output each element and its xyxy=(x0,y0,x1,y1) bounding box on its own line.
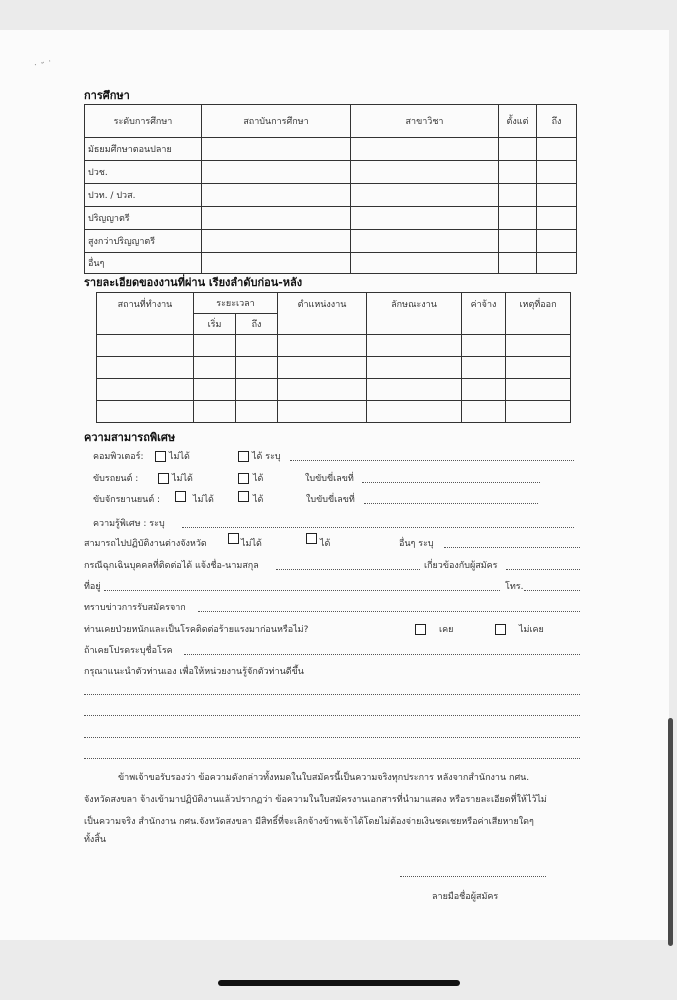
motorcycle-label: ขับจักรยานยนต์ : xyxy=(93,495,161,505)
work-cell[interactable] xyxy=(506,401,571,423)
from-cell[interactable] xyxy=(499,161,537,184)
col-level: ระดับการศึกษา xyxy=(85,105,202,138)
from-cell[interactable] xyxy=(499,138,537,161)
to-cell[interactable] xyxy=(537,230,577,253)
work-cell[interactable] xyxy=(462,401,506,423)
table-row xyxy=(97,357,571,379)
computer-specify-field[interactable] xyxy=(290,460,574,461)
motorcycle-can-label: ได้ xyxy=(253,495,264,505)
work-cell[interactable] xyxy=(367,335,462,357)
work-cell[interactable] xyxy=(236,401,278,423)
col-reason: เหตุที่ออก xyxy=(506,293,571,335)
work-cell[interactable] xyxy=(194,357,236,379)
from-cell[interactable] xyxy=(499,230,537,253)
major-cell[interactable] xyxy=(351,184,499,207)
work-cell[interactable] xyxy=(194,379,236,401)
province-cannot-label: ไม่ได้ xyxy=(241,539,262,549)
work-cell[interactable] xyxy=(278,335,367,357)
table-row xyxy=(97,379,571,401)
skills-title: ความสามารถพิเศษ xyxy=(84,431,176,444)
province-others-label: อื่นๆ ระบุ xyxy=(399,539,434,549)
illness-ever-label: เคย xyxy=(439,625,454,635)
table-row xyxy=(85,161,577,184)
driving-cannot-label: ไม่ได้ xyxy=(172,474,193,484)
emergency-label: กรณีฉุกเฉินบุคคลที่ติดต่อได้ แจ้งชื่อ-นามสกุล xyxy=(84,561,259,571)
tel-label: โทร. xyxy=(505,582,524,592)
province-can-label: ได้ xyxy=(320,539,331,549)
province-work-label: สามารถไปปฏิบัติงานต่างจังหวัด xyxy=(84,539,207,549)
news-source-field[interactable] xyxy=(198,611,580,612)
level-label: สูงกว่าปริญญาตรี xyxy=(85,230,202,253)
knowledge-field[interactable] xyxy=(182,527,574,528)
province-cannot-checkbox[interactable] xyxy=(228,533,239,544)
from-cell[interactable] xyxy=(499,184,537,207)
from-cell[interactable] xyxy=(499,207,537,230)
table-row xyxy=(97,335,571,357)
from-cell[interactable] xyxy=(499,253,537,274)
work-title: รายละเอียดของงานที่ผ่าน เรียงลำดับก่อน-หลัง xyxy=(84,276,303,289)
declaration-line-2: จังหวัดสงขลา จ้างเข้ามาปฏิบัติงานแล้วปรากฏว่า ข้อความในใบสมัครงานเอกสารที่นำมาแสดง หรือรายละเอียดที่ให้ไว้ไม่ xyxy=(84,795,547,805)
work-cell[interactable] xyxy=(236,357,278,379)
major-cell[interactable] xyxy=(351,230,499,253)
major-cell[interactable] xyxy=(351,138,499,161)
col-from: ตั้งแต่ xyxy=(499,105,537,138)
illness-never-label: ไม่เคย xyxy=(519,625,544,635)
col-institution: สถาบันการศึกษา xyxy=(202,105,351,138)
driving-label: ขับรถยนต์ : xyxy=(93,474,139,484)
computer-can-specify-label: ได้ ระบุ xyxy=(252,452,281,462)
major-cell[interactable] xyxy=(351,207,499,230)
province-can-checkbox[interactable] xyxy=(306,533,317,544)
knowledge-label: ความรู้พิเศษ : ระบุ xyxy=(93,519,165,529)
work-cell[interactable] xyxy=(278,357,367,379)
signature-label: ลายมือชื่อผู้สมัคร xyxy=(432,892,499,902)
introduce-line-1[interactable] xyxy=(84,694,580,695)
work-cell[interactable] xyxy=(194,335,236,357)
illness-never-checkbox[interactable] xyxy=(495,624,506,635)
address-label: ที่อยู่ xyxy=(84,582,101,592)
work-cell[interactable] xyxy=(236,379,278,401)
col-duration: ระยะเวลา xyxy=(194,293,278,314)
car-license-label: ใบขับขี่เลขที่ xyxy=(305,474,354,484)
address-field[interactable] xyxy=(104,590,500,591)
education-header-row xyxy=(85,105,577,138)
home-indicator[interactable] xyxy=(218,980,460,986)
declaration-line-1: ข้าพเจ้าขอรับรองว่า ข้อความดังกล่าวทั้งหมดในใบสมัครนี้เป็นความจริงทุกประการ หลังจากสำนักงาน กศน. xyxy=(118,773,530,783)
driving-can-checkbox[interactable] xyxy=(238,473,249,484)
motorcycle-cannot-checkbox[interactable] xyxy=(175,491,186,502)
emergency-name-field[interactable] xyxy=(276,569,420,570)
work-header-row xyxy=(97,293,571,314)
work-cell[interactable] xyxy=(278,401,367,423)
col-salary: ค่าจ้าง xyxy=(462,293,506,335)
table-row xyxy=(85,207,577,230)
work-cell[interactable] xyxy=(462,379,506,401)
institution-cell[interactable] xyxy=(202,230,351,253)
tel-field[interactable] xyxy=(524,590,580,591)
institution-cell[interactable] xyxy=(202,253,351,274)
col-to: ถึง xyxy=(537,105,577,138)
relation-field[interactable] xyxy=(506,569,580,570)
institution-cell[interactable] xyxy=(202,207,351,230)
level-label: ปวท. / ปวส. xyxy=(85,184,202,207)
introduce-line-4[interactable] xyxy=(84,758,580,759)
motorcycle-can-checkbox[interactable] xyxy=(238,491,249,502)
table-row xyxy=(85,253,577,274)
work-cell[interactable] xyxy=(236,335,278,357)
computer-can-checkbox[interactable] xyxy=(238,451,249,462)
signature-field[interactable] xyxy=(400,876,546,877)
introduce-line-2[interactable] xyxy=(84,715,580,716)
introduce-line-3[interactable] xyxy=(84,737,580,738)
work-cell[interactable] xyxy=(462,357,506,379)
work-cell[interactable] xyxy=(97,401,194,423)
major-cell[interactable] xyxy=(351,253,499,274)
motorcycle-cannot-label: ไม่ได้ xyxy=(193,495,214,505)
col-end: ถึง xyxy=(236,314,278,335)
illness-question: ท่านเคยป่วยหนักและเป็นโรคติดต่อร้ายแรงมาก่อนหรือไม่? xyxy=(84,625,309,635)
scrollbar[interactable] xyxy=(668,718,673,946)
driving-can-label: ได้ xyxy=(253,474,264,484)
level-label: อื่นๆ xyxy=(85,253,202,274)
education-title: การศึกษา xyxy=(84,89,130,102)
level-label: มัธยมศึกษาตอนปลาย xyxy=(85,138,202,161)
declaration-line-4: ทั้งสิ้น xyxy=(84,835,106,845)
education-table xyxy=(84,104,577,274)
col-position: ตำแหน่งงาน xyxy=(278,293,367,335)
work-cell[interactable] xyxy=(367,401,462,423)
motorcycle-license-label: ใบขับขี่เลขที่ xyxy=(306,495,355,505)
institution-cell[interactable] xyxy=(202,138,351,161)
work-cell[interactable] xyxy=(97,335,194,357)
province-others-field[interactable] xyxy=(444,547,580,548)
work-cell[interactable] xyxy=(506,335,571,357)
car-license-field[interactable] xyxy=(362,482,540,483)
computer-cannot-label: ไม่ได้ xyxy=(169,452,190,462)
table-row xyxy=(85,138,577,161)
to-cell[interactable] xyxy=(537,184,577,207)
major-cell[interactable] xyxy=(351,161,499,184)
computer-label: คอมพิวเตอร์: xyxy=(93,452,144,462)
to-cell[interactable] xyxy=(537,253,577,274)
table-row xyxy=(85,230,577,253)
computer-cannot-checkbox[interactable] xyxy=(155,451,166,462)
introduce-label: กรุณาแนะนำตัวท่านเอง เพื่อให้หน่วยงานรู้จักตัวท่านดีขึ้น xyxy=(84,667,304,677)
table-row xyxy=(97,401,571,423)
illness-specify-label: ถ้าเคยโปรดระบุชื่อโรค xyxy=(84,646,173,656)
level-label: ปริญญาตรี xyxy=(85,207,202,230)
illness-specify-field[interactable] xyxy=(184,654,580,655)
col-job-type: ลักษณะงาน xyxy=(367,293,462,335)
scan-specks: ˙ ˘ ˙ xyxy=(33,59,55,75)
work-cell[interactable] xyxy=(278,379,367,401)
table-row xyxy=(85,184,577,207)
level-label: ปวช. xyxy=(85,161,202,184)
work-cell[interactable] xyxy=(506,379,571,401)
col-major: สาขาวิชา xyxy=(351,105,499,138)
institution-cell[interactable] xyxy=(202,161,351,184)
work-cell[interactable] xyxy=(367,379,462,401)
institution-cell[interactable] xyxy=(202,184,351,207)
to-cell[interactable] xyxy=(537,207,577,230)
work-cell[interactable] xyxy=(97,357,194,379)
work-history-table xyxy=(96,292,571,423)
col-workplace: สถานที่ทำงาน xyxy=(97,293,194,335)
illness-ever-checkbox[interactable] xyxy=(415,624,426,635)
work-cell[interactable] xyxy=(506,357,571,379)
motorcycle-license-field[interactable] xyxy=(364,503,538,504)
declaration-line-3: เป็นความจริง สำนักงาน กศน.จังหวัดสงขลา มีสิทธิ์ที่จะเลิกจ้างข้าพเจ้าได้โดยไม่ต้องจ่ายเงินชดเชยหรือค่าเสียหายใดๆ xyxy=(84,817,534,827)
work-cell[interactable] xyxy=(194,401,236,423)
driving-cannot-checkbox[interactable] xyxy=(158,473,169,484)
work-cell[interactable] xyxy=(97,379,194,401)
to-cell[interactable] xyxy=(537,138,577,161)
news-source-label: ทราบข่าวการรับสมัครจาก xyxy=(84,603,186,613)
col-start: เริ่ม xyxy=(194,314,236,335)
work-cell[interactable] xyxy=(367,357,462,379)
relation-label: เกี่ยวข้องกับผู้สมัคร xyxy=(424,561,498,571)
work-cell[interactable] xyxy=(462,335,506,357)
to-cell[interactable] xyxy=(537,161,577,184)
